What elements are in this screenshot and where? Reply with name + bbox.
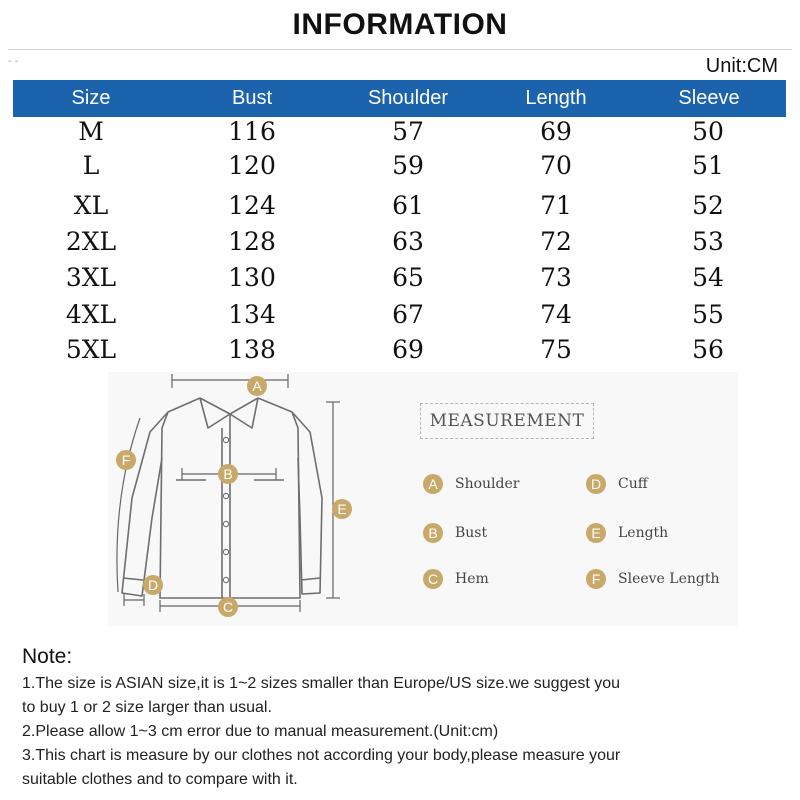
cell-sleeve: 55 <box>692 300 724 329</box>
note-line: 1.The size is ASIAN size,it is 1~2 sizes smaller than Europe/US size.we suggest you <box>22 675 621 692</box>
legend-label-length: Length <box>618 525 669 541</box>
cell-shoulder: 63 <box>392 227 424 256</box>
legend-label-cuff: Cuff <box>618 476 648 492</box>
marker-a-icon: A <box>247 376 267 396</box>
note-line: 3.This chart is measure by our clothes not according your body,please measure your <box>22 747 621 764</box>
header-sleeve: Sleeve <box>678 87 740 109</box>
legend-badge-c-icon: C <box>423 569 443 589</box>
legend-label-sleeve-length: Sleeve Length <box>618 571 720 587</box>
cell-length: 69 <box>540 117 572 146</box>
header-length: Length <box>525 87 587 109</box>
notes-section <box>22 645 792 792</box>
marker-b-icon: B <box>218 464 238 484</box>
table-row <box>0 300 800 336</box>
cell-size: 5XL <box>65 335 117 364</box>
legend-badge-b-icon: B <box>423 523 443 543</box>
header-shoulder: Shoulder <box>367 87 449 109</box>
note-line: to buy 1 or 2 size larger than usual. <box>22 699 272 716</box>
cell-size: XL <box>73 191 109 220</box>
cell-size: M <box>78 117 104 146</box>
legend-label-hem: Hem <box>455 571 489 587</box>
size-table-header <box>13 80 786 117</box>
table-row <box>0 335 800 371</box>
cell-bust: 120 <box>228 151 276 180</box>
cell-length: 70 <box>540 151 572 180</box>
shirt-measurement-diagram <box>0 368 800 630</box>
table-row <box>0 263 800 299</box>
legend-label-bust: Bust <box>455 525 488 541</box>
cell-size: 3XL <box>65 263 117 292</box>
note-line: 2.Please allow 1~3 cm error due to manual measurement.(Unit:cm) <box>22 723 499 740</box>
cell-sleeve: 52 <box>692 191 724 220</box>
table-row <box>0 151 800 187</box>
cell-length: 73 <box>540 263 572 292</box>
dash-mark: - - <box>8 56 19 67</box>
cell-sleeve: 53 <box>692 227 724 256</box>
cell-bust: 138 <box>228 335 276 364</box>
cell-length: 75 <box>540 335 572 364</box>
title-divider <box>8 49 792 50</box>
marker-d-icon: D <box>143 575 163 595</box>
cell-length: 74 <box>540 300 572 329</box>
unit-label: Unit:CM <box>705 55 778 77</box>
legend-badge-f-icon: F <box>586 569 606 589</box>
cell-sleeve: 50 <box>692 117 724 146</box>
cell-shoulder: 59 <box>392 151 424 180</box>
cell-bust: 134 <box>228 300 276 329</box>
table-row <box>0 117 800 153</box>
cell-bust: 128 <box>228 227 276 256</box>
marker-c-icon: C <box>218 597 238 617</box>
page-title: INFORMATION <box>292 8 508 41</box>
cell-shoulder: 61 <box>392 191 424 220</box>
cell-shoulder: 67 <box>392 300 424 329</box>
cell-shoulder: 69 <box>392 335 424 364</box>
legend-title-box <box>420 403 594 439</box>
legend-badge-e-icon: E <box>586 523 606 543</box>
cell-length: 71 <box>540 191 572 220</box>
legend-badge-a-icon: A <box>423 474 443 494</box>
table-row <box>0 227 800 263</box>
cell-sleeve: 54 <box>692 263 724 292</box>
header-bust: Bust <box>231 87 273 109</box>
cell-bust: 116 <box>228 117 276 146</box>
note-line: suitable clothes and to compare with it. <box>22 771 298 788</box>
legend-badge-d-icon: D <box>586 474 606 494</box>
cell-size: L <box>82 151 100 180</box>
cell-shoulder: 65 <box>392 263 424 292</box>
legend-title: MEASUREMENT <box>429 411 585 431</box>
cell-bust: 124 <box>228 191 276 220</box>
cell-sleeve: 56 <box>692 335 724 364</box>
marker-e-icon: E <box>332 499 352 519</box>
table-row <box>0 191 800 227</box>
cell-sleeve: 51 <box>692 151 724 180</box>
cell-bust: 130 <box>228 263 276 292</box>
legend-label-shoulder: Shoulder <box>455 476 520 492</box>
cell-shoulder: 57 <box>392 117 424 146</box>
notes-heading: Note: <box>22 645 73 668</box>
cell-size: 4XL <box>65 300 117 329</box>
cell-length: 72 <box>540 227 572 256</box>
header-size: Size <box>71 87 111 109</box>
marker-f-icon: F <box>116 450 136 470</box>
cell-size: 2XL <box>65 227 117 256</box>
